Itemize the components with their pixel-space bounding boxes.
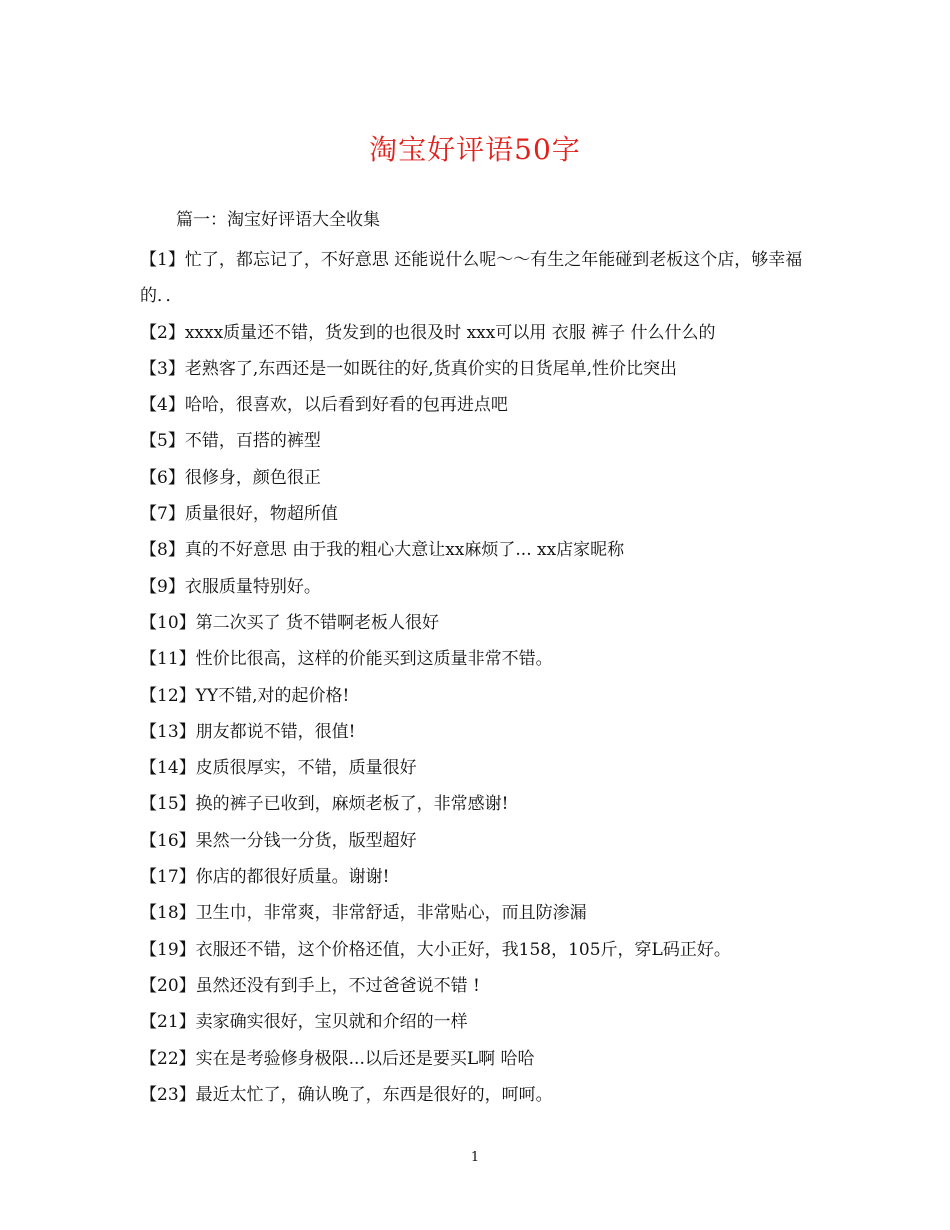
review-entry-13: 【13】朋友都说不错，很值! [140, 721, 356, 742]
review-entry-21: 【21】卖家确实很好，宝贝就和介绍的一样 [140, 1012, 468, 1033]
review-entry-15: 【15】换的裤子已收到，麻烦老板了，非常感谢! [140, 794, 509, 815]
review-entry-14: 【14】皮质很厚实，不错，质量很好 [140, 758, 417, 779]
review-entry-8: 【8】真的不好意思 由于我的粗心大意让xx麻烦了... xx店家昵称 [140, 540, 625, 561]
review-entry-1: 【1】忙了，都忘记了，不好意思 还能说什么呢～～有生之年能碰到老板这个店，够幸福的．． [140, 250, 803, 307]
review-entry-20: 【20】虽然还没有到手上，不过爸爸说不错 ! [140, 975, 480, 996]
review-entry-11: 【11】性价比很高，这样的价能买到这质量非常不错。 [140, 649, 553, 670]
review-entry-22: 【22】实在是考验修身极限...以后还是要买L啊 哈哈 [140, 1048, 535, 1069]
review-entry-19: 【19】衣服还不错，这个价格还值，大小正好，我158，105斤，穿L码正好。 [140, 939, 731, 960]
review-entry-18: 【18】卫生巾，非常爽，非常舒适，非常贴心，而且防渗漏 [140, 903, 587, 924]
review-entry-16: 【16】果然一分钱一分货，版型超好 [140, 830, 417, 851]
review-entry-12: 【12】YY不错,对的起价格! [140, 685, 350, 706]
review-entry-17: 【17】你店的都很好质量。谢谢! [140, 867, 390, 888]
review-entry-2: 【2】xxxx质量还不错，货发到的也很及时 xxx可以用 衣服 裤子 什么什么的 [140, 322, 716, 343]
section-heading: 篇一：淘宝好评语大全收集 [176, 210, 380, 230]
review-entry-5: 【5】不错，百搭的裤型 [140, 431, 321, 452]
review-list [140, 242, 820, 1113]
review-entry-3: 【3】老熟客了,东西还是一如既往的好,货真价实的日货尾单,性价比突出 [140, 358, 678, 379]
review-entry-10: 【10】第二次买了 货不错啊老板人很好 [140, 612, 440, 633]
review-entry-23: 【23】最近太忙了，确认晚了，东西是很好的，呵呵。 [140, 1084, 553, 1105]
review-entry-4: 【4】哈哈，很喜欢，以后看到好看的包再进点吧 [140, 395, 508, 416]
page-number: 1 [470, 1150, 480, 1165]
page-title: 淘宝好评语50字 [369, 133, 581, 166]
review-entry-9: 【9】衣服质量特别好。 [140, 576, 321, 597]
review-entry-6: 【6】很修身，颜色很正 [140, 467, 321, 488]
review-entry-7: 【7】质量很好，物超所值 [140, 504, 338, 525]
